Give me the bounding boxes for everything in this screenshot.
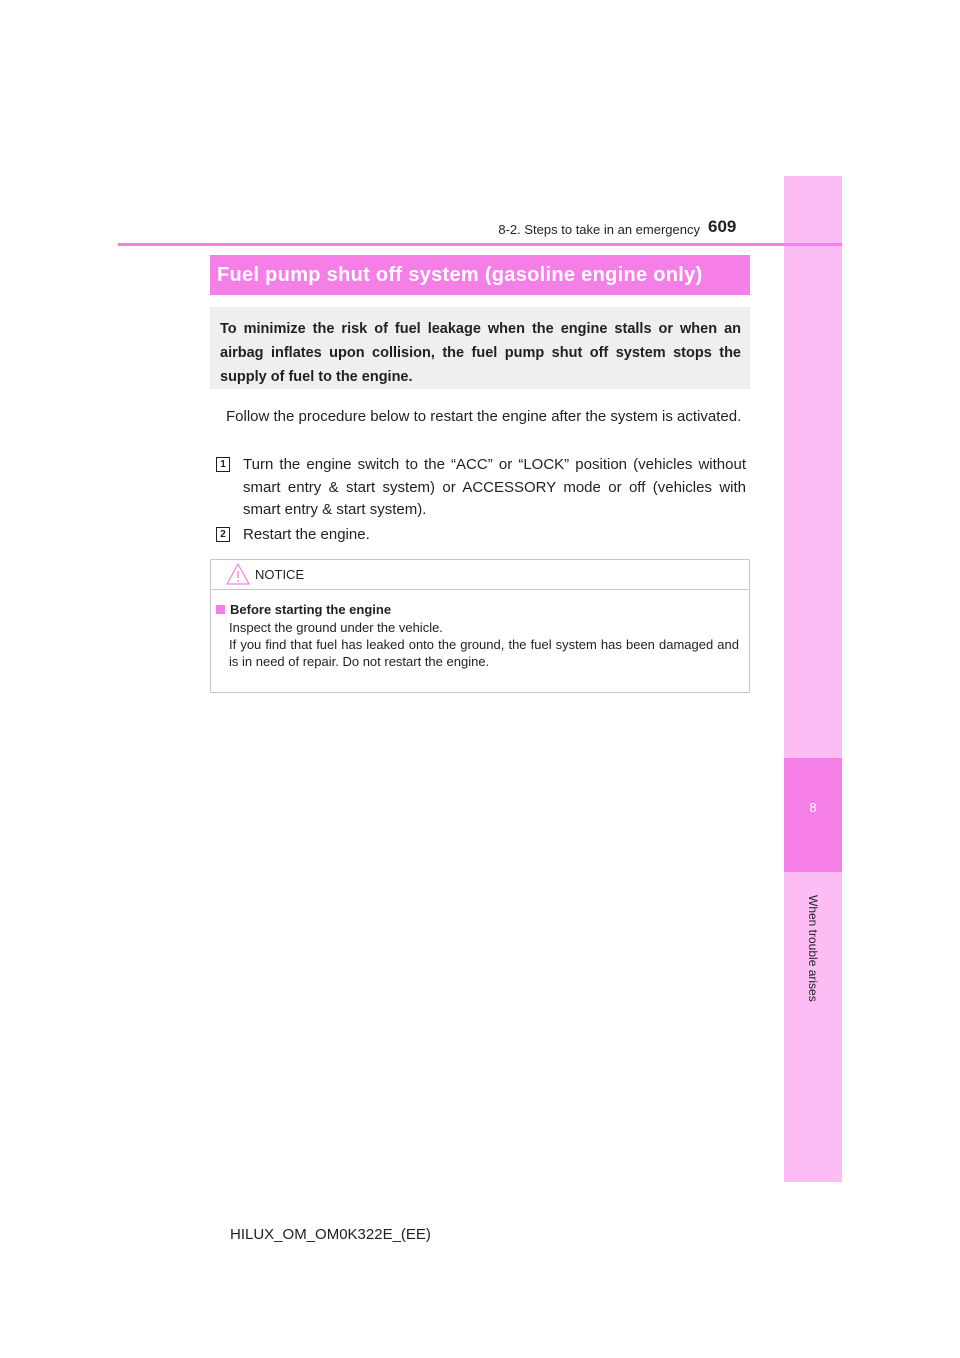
notice-subhead-text: Before starting the engine [230, 602, 392, 617]
square-bullet-icon [216, 605, 225, 614]
step-text-1: Turn the engine switch to the “ACC” or “LOCK” position (vehicles without smart entry & start system) or ACCESSORY mode or off (vehicles with smart entry & start system). [243, 456, 746, 518]
chapter-sidebar [784, 176, 842, 1182]
header-section-title: 8-2. Steps to take in an emergency [498, 222, 700, 237]
header-rule [118, 243, 842, 246]
notice-line-2: If you find that fuel has leaked onto the ground, the fuel system has been damaged and is in need of repair. Do not restart the engine. [229, 637, 739, 669]
intro-box [210, 307, 750, 389]
step-text-2: Restart the engine. [243, 526, 370, 543]
notice-subhead [216, 602, 739, 617]
page-number: 609 [708, 217, 737, 236]
step-1 [216, 454, 746, 522]
body-paragraph: Follow the procedure below to restart the engine after the system is activated. [226, 408, 742, 425]
chapter-number: 8 [809, 800, 817, 815]
footer-code: HILUX_OM_OM0K322E_(EE) [230, 1226, 431, 1243]
chapter-tab [784, 758, 842, 872]
notice-body [211, 590, 749, 670]
notice-line-1: Inspect the ground under the vehicle. [229, 620, 443, 635]
warning-triangle-icon [225, 562, 251, 586]
intro-text: To minimize the risk of fuel leakage when the engine stalls or when an airbag inflates upon collision, the fuel pump shut off system stops the supply of fuel to the engine. [220, 321, 741, 385]
step-marker-2: 2 [216, 527, 230, 542]
chapter-name: When trouble arises [806, 895, 820, 1002]
step-2 [216, 524, 746, 547]
section-title: Fuel pump shut off system (gasoline engine only) [210, 255, 750, 295]
notice-label: NOTICE [255, 567, 305, 582]
notice-header [211, 560, 749, 590]
step-marker-1: 1 [216, 457, 230, 472]
notice-box [210, 559, 750, 693]
